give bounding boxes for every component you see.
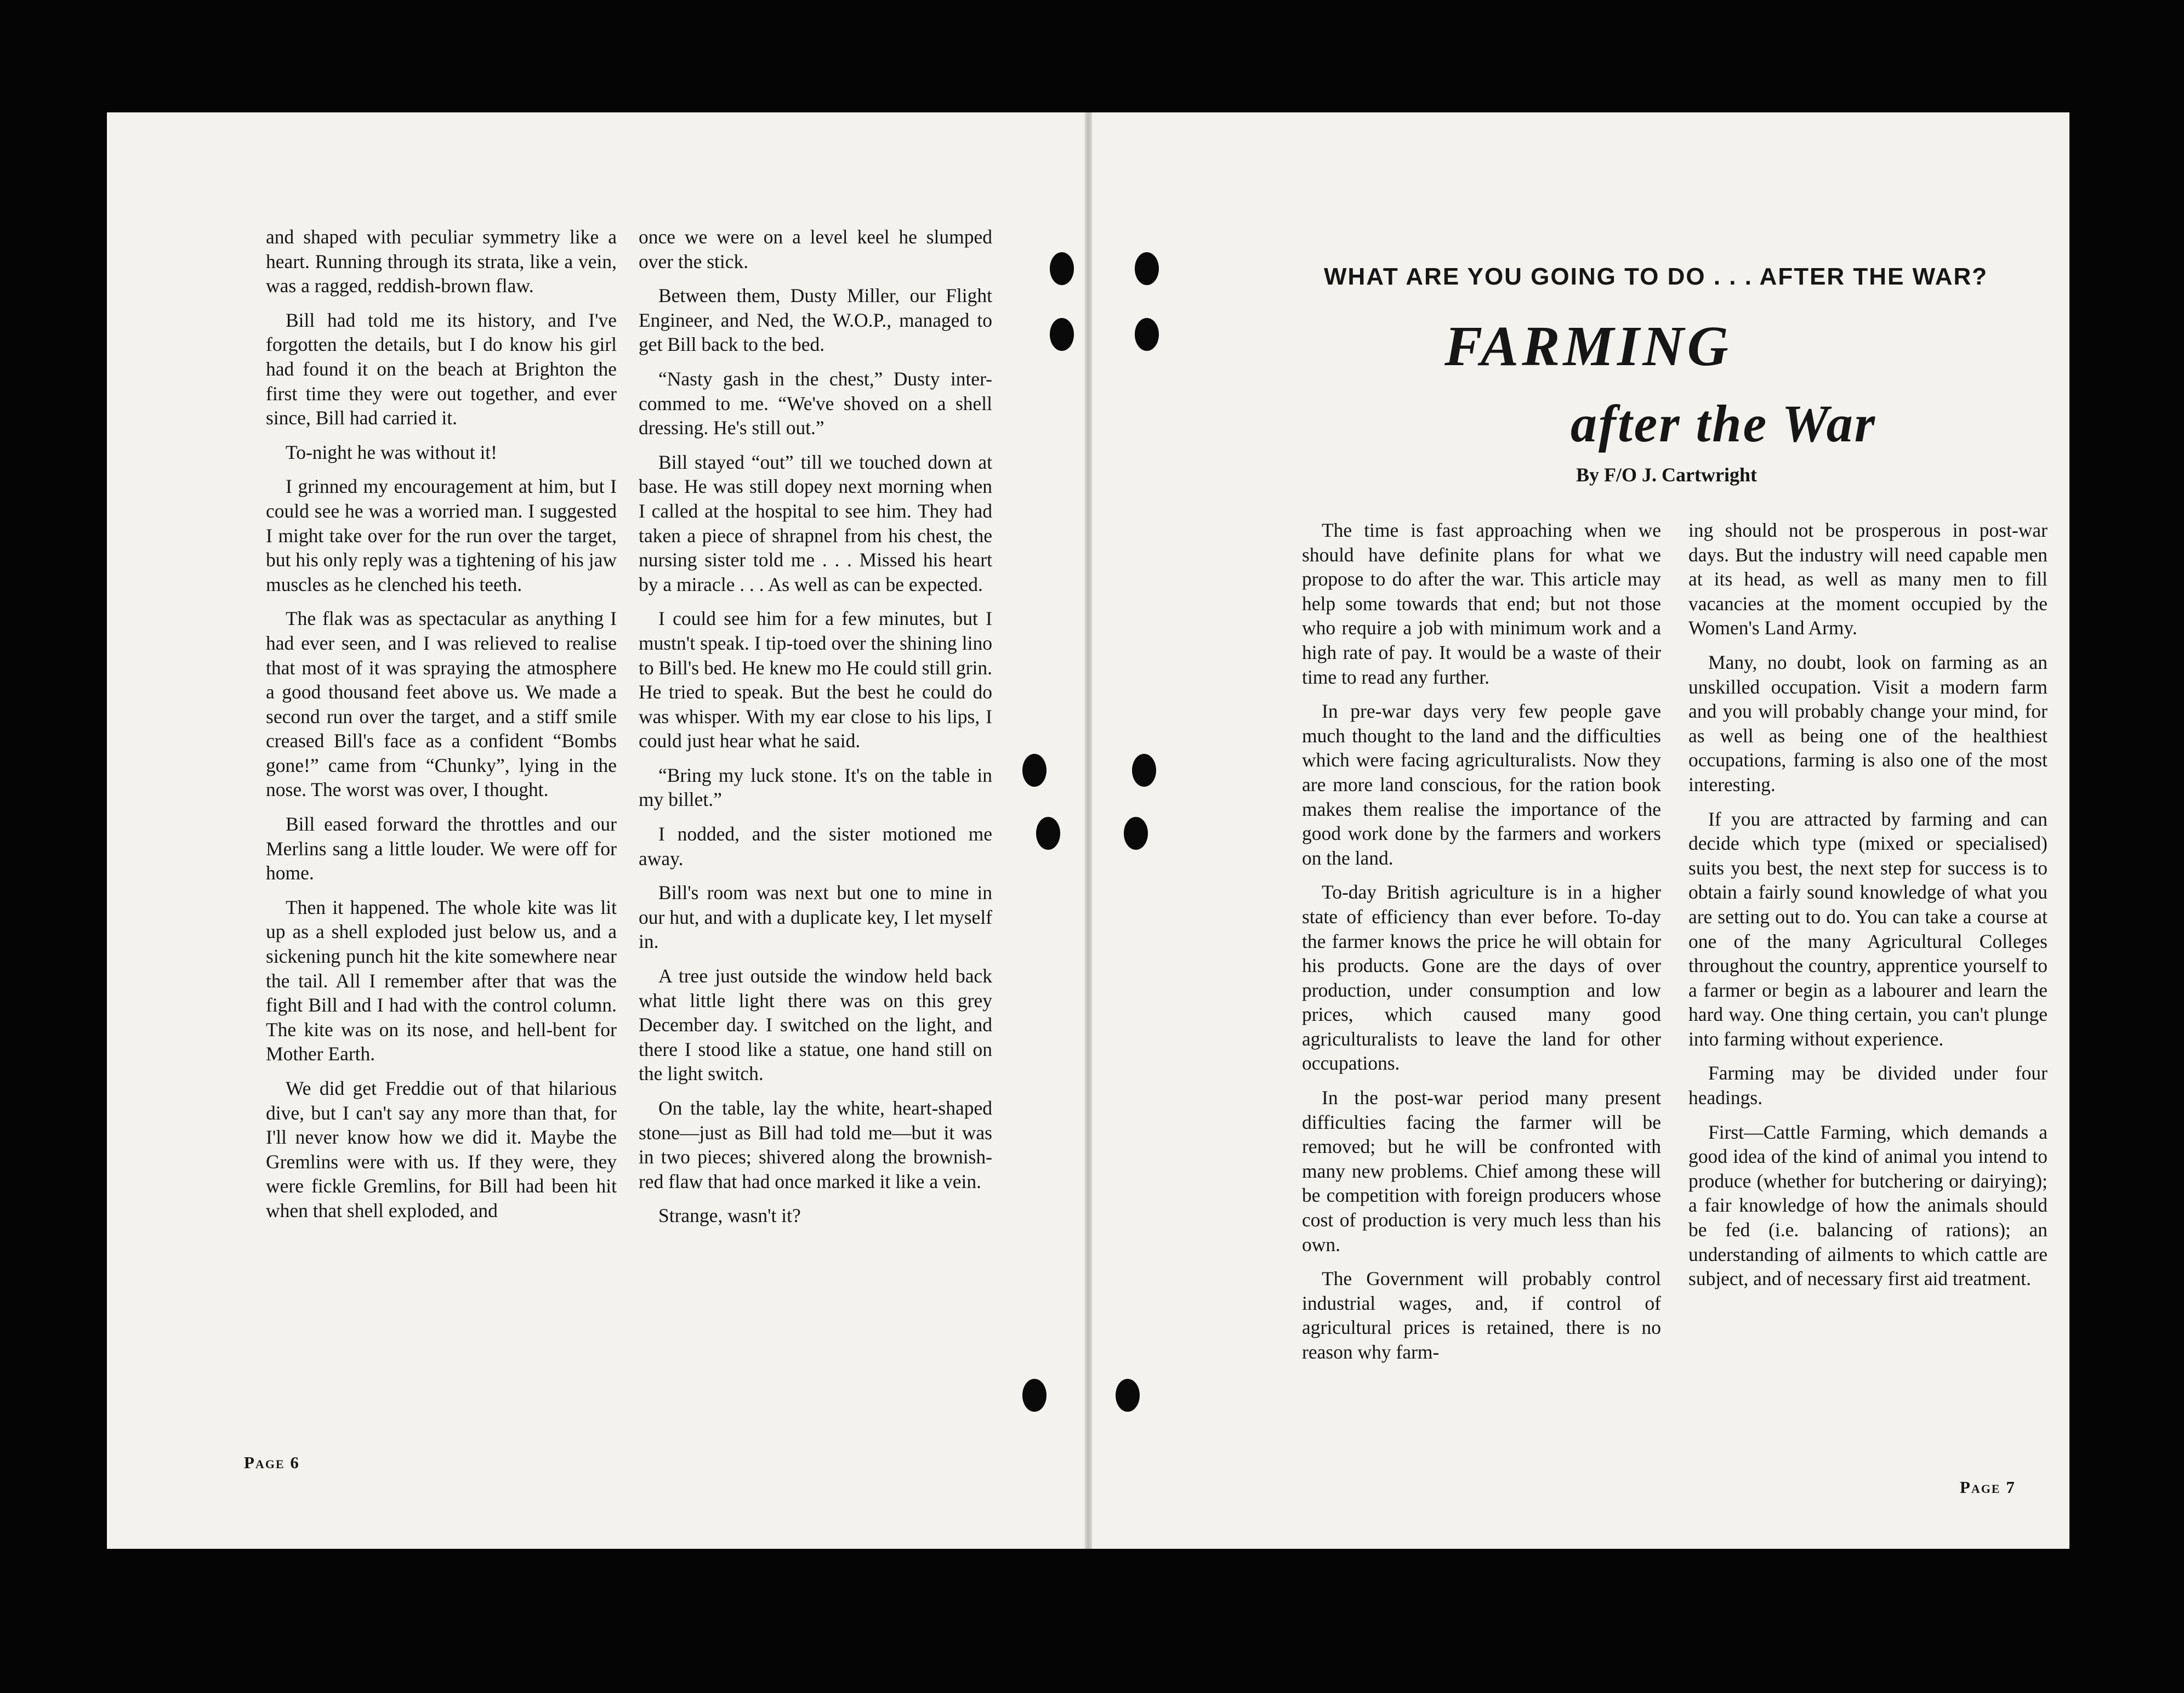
paragraph: On the table, lay the white, heart-shaped stone—just as Bill had told me—but it was in two pieces; shivered along the brownish-red flaw that had once marked it like a vein. — [639, 1097, 992, 1192]
paragraph: ing should not be prosperous in post-war days. But the industry will need capable men at its head, as well as many men to fill vacancies at the moment occupied by the Women's Land Army. — [1688, 519, 2048, 639]
paragraph: Many, no doubt, look on farming as an unskilled occupation. Visit a modern farm and you will probably change your mind, for as well as being one of the healthiest occupations, farming is also one of the most interesting. — [1688, 651, 2048, 796]
left-column-2 — [639, 225, 992, 1238]
right-column-2 — [1688, 518, 2048, 1301]
paragraph: In pre-war days very few people gave much thought to the land and the difficulties which were facing agriculturalists. Now they are more land conscious, for the ration book makes them realise the importance of the good work done by the farmers and workers on the land. — [1302, 700, 1661, 869]
paragraph: Bill's room was next but one to mine in our hut, and with a duplicate key, I let myself in. — [639, 882, 992, 953]
paragraph: Bill stayed “out” till we touched down at base. He was still dopey next morning when I called at the hospital to see him. They had taken a piece of shrapnel from his chest, the nursing sister told me . . . Missed his heart by a miracle . . . As well as can be expected. — [639, 451, 992, 595]
page-number-right: Page 7 — [1960, 1478, 2016, 1497]
article-subheadline: after the War — [1571, 394, 1877, 453]
punch-hole-icon — [1022, 754, 1046, 787]
article-byline: By F/O J. Cartwright — [1576, 464, 1757, 486]
paragraph: A tree just outside the window held back what little light there was on this grey December day. I switched on the light, and there I stood like a statue, one hand still on the light switch. — [639, 965, 992, 1085]
paragraph: Then it happened. The whole kite was lit up as a shell exploded just below us, and a sickening punch hit the kite somewhere near the tail. All I remember after that was the fight Bill and I had with the control column. The kite was on its nose, and hell-bent for Mother Earth. — [266, 896, 617, 1065]
paragraph: once we were on a level keel he slumped over the stick. — [639, 226, 992, 272]
paragraph: To-day British agriculture is in a higher state of efficiency than ever before. To-day the farmer knows the price he will obtain for his products. Gone are the days of over production, under consumption and low prices, which caused many good agriculturalists to leave the land for other occupations. — [1302, 881, 1661, 1075]
punch-hole-icon — [1050, 318, 1074, 351]
left-page — [107, 112, 1083, 1549]
article-headline: FARMING — [1444, 315, 1732, 378]
paragraph: To-night he was without it! — [286, 441, 497, 463]
paragraph: I grinned my encouragement at him, but I could see he was a worried man. I suggested I might take over for the run over the target, but his only reply was a tightening of his jaw muscles as he clenched his teeth. — [266, 475, 617, 595]
paragraph: Strange, wasn't it? — [658, 1205, 801, 1227]
left-column-1 — [266, 225, 617, 1233]
magazine-spread — [107, 112, 2069, 1549]
paragraph: The Government will probably control industrial wages, and, if control of agricultural prices is retained, there is no reason why farm- — [1302, 1268, 1661, 1363]
paragraph: I could see him for a few minutes, but I mustn't speak. I tip-toed over the shining lino to Bill's bed. He knew mo He could still grin. He tried to speak. But the best he could do was whisper. With my ear close to his lips, I could just hear what he said. — [639, 607, 992, 752]
section-kicker: WHAT ARE YOU GOING TO DO . . . AFTER THE WAR? — [1324, 263, 1988, 290]
paragraph: The time is fast approaching when we should have definite plans for what we propose to do after the war. This article may help some towards that end; but not those who require a job with minimum work and a high rate of pay. It would be a waste of their time to read any further. — [1302, 519, 1661, 688]
spine-gutter — [1084, 112, 1092, 1549]
paragraph: and shaped with peculiar symmetry like a heart. Running through its strata, like a vein, was a ragged, reddish-brown flaw. — [266, 226, 617, 297]
paragraph: Bill eased forward the throttles and our Merlins sang a little louder. We were off for home. — [266, 813, 617, 884]
paragraph: In the post-war period many present difficulties facing the farmer will be removed; but he will be confronted with many new problems. Chief among these will be competition with foreign producers whose cost of production is very much less than his own. — [1302, 1087, 1661, 1255]
paragraph: If you are attracted by farming and can decide which type (mixed or specialised) suits you best, the next step for success is to obtain a fairly sound knowledge of what you are setting out to do. You can take a course at one of the many Agricultural Colleges throughout the country, apprentice yourself to a farmer or begin as a labourer and learn the hard way. One thing certain, you can't plunge into farming without experience. — [1688, 808, 2048, 1050]
paragraph: Bill had told me its history, and I've forgotten the details, but I do know his girl had found it on the beach at Brighton the first time they were out together, and ever since, Bill had carried it. — [266, 309, 617, 429]
paragraph: The flak was as spectacular as anything I had ever seen, and I was relieved to realise that most of it was spraying the atmosphere a good thousand feet above us. We made a second run over the target, and a stiff smile creased Bill's face as a confident “Bombs gone!” came from “Chunky”, lying in the nose. The worst was over, I thought. — [266, 607, 617, 801]
paragraph: “Nasty gash in the chest,” Dusty inter-commed to me. “We've shoved on a shell dressing. He's still out.” — [639, 367, 992, 439]
punch-hole-icon — [1022, 1379, 1046, 1412]
paragraph: “Bring my luck stone. It's on the table in my billet.” — [639, 764, 992, 811]
paragraph: Farming may be divided under four headings. — [1688, 1062, 2048, 1109]
paragraph: Between them, Dusty Miller, our Flight Engineer, and Ned, the W.O.P., managed to get Bill back to the bed. — [639, 285, 992, 356]
paragraph: We did get Freddie out of that hilarious dive, but I can't say any more than that, for I'll never know how we did it. Maybe the Gremlins were with us. If they were, they were fickle Gremlins, for Bill had been hit when that shell exploded, and — [266, 1077, 617, 1222]
punch-hole-icon — [1036, 817, 1060, 850]
punch-hole-icon — [1050, 252, 1074, 285]
right-column-1 — [1302, 518, 1661, 1374]
paragraph: I nodded, and the sister motioned me away. — [639, 823, 992, 870]
paragraph: First—Cattle Farming, which demands a good idea of the kind of animal you intend to produce (whether for butchering or dairying); a fair knowledge of how the animals should be fed (i.e. balancing of rations); an understanding of ailments to which cattle are subject, and of necessary first aid treatment. — [1688, 1121, 2048, 1290]
right-page — [1094, 112, 2069, 1549]
page-number-left: Page 6 — [244, 1453, 300, 1472]
